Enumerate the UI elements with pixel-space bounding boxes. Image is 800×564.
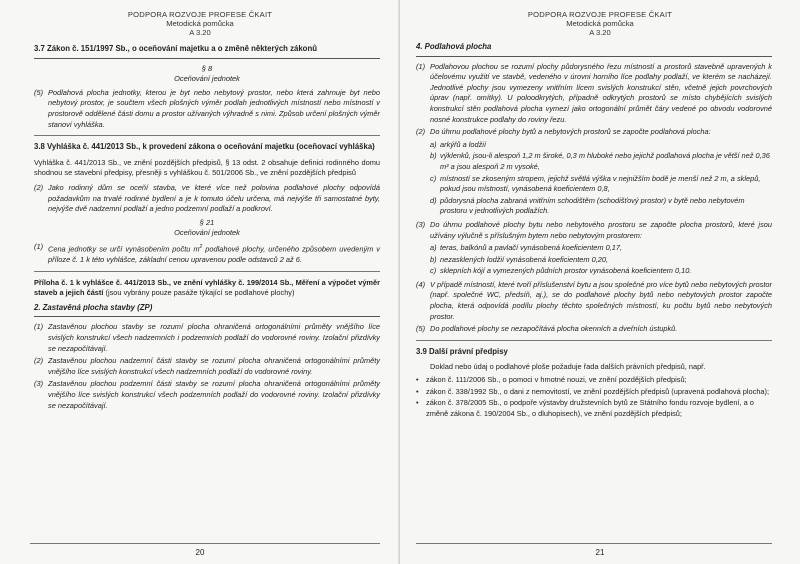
annex-note: (jsou vybrány pouze pasáže týkající se podlahové plochy) [103,288,295,298]
item-text: Zastavěnou plochou podzemní části stavby se rozumí plocha ohraničená ortogonálními průměty vnějšího líce svislých konstrukcí všech podzemních podlaží do vodorovné roviny. Izolační přizdívky se nezapočítávají. [48,379,380,410]
sub-letter: b) [430,151,437,161]
bullet-marker: • [416,386,419,396]
paragraph-title: Oceňování jednotek [174,74,240,84]
item-text: Do úhrnu podlahové plochy bytů a nebytových prostorů se započte podlahová plocha: [430,127,711,137]
sub-text: nezasklených lodžií vynásobená koeficientem 0,20, [440,254,609,264]
item-number: (2) [34,182,44,192]
sub-text: výklenků, jsou-li alespoň 1,2 m široké, 0,3 m hluboké nebo jejichž podlahová plocha je větší než 0,36 m² a jsou alespoň 2 m vysoké, [440,151,770,171]
superscript: 2 [199,243,203,250]
bullet-item [416,387,772,398]
sub-letter: b) [430,254,437,264]
sub-letter: d) [430,195,437,205]
bullet-text: zákon č. 378/2005 Sb., o podpoře výstavby družstevních bytů ze Státního fondu rozvoje bydlení, a o změně zákona č. 190/2004 Sb., o dluhopisech), ve znění pozdějších předpisů; [426,398,754,418]
sub-letter: a) [430,243,437,253]
item-number: (5) [416,324,426,334]
bullet-text: zákon č. 338/1992 Sb., o dani z nemovitostí, ve znění pozdějších předpisů (upravená podlahová plocha); [426,386,770,396]
paragraph-number: § 8 [201,63,213,73]
law-item [416,127,772,138]
header-line: Metodická pomůcka [166,19,234,28]
body-paragraph: Vyhláška č. 441/2013 Sb., ve znění pozdějších předpisů, § 13 odst. 2 obsahuje definici rodinného domu shodnou se stavební předpisy, přesněji s vyhláškou č. 501/2006 Sb., ve znění pozdějších předpisů [34,157,380,178]
item-number: (3) [34,379,44,389]
body-paragraph: Doklad nebo údaj o podlahové ploše požaduje řada dalších právních předpisů, např. [430,362,706,372]
sub-text: teras, balkónů a pavlačí vynásobená koeficientem 0,17, [440,243,623,253]
law-item [416,220,772,241]
sub-text: sklepních kójí a vymezených půdních prostor vynásobená koeficientem 0,10. [440,266,692,276]
subsection-heading: 4. Podlahová plocha [416,42,772,57]
sub-text: místností se zkoseným stropem, jejichž světlá výška v nejnižším bodě je menší než 2 m, a sklepů, pokud jsou místností, vynásobená koeficientem 0,8, [440,173,761,194]
sub-letter: a) [430,139,437,149]
law-item [416,324,772,335]
page-number: 21 [595,548,605,557]
subsection-heading: 2. Zastavěná plocha stavby (ZP) [34,303,380,318]
item-number: (1) [34,322,44,332]
divider [34,271,380,272]
law-item [34,183,380,215]
item-number: (2) [34,356,44,366]
page-header [400,10,800,37]
sub-item [430,174,772,195]
item-number: (1) [34,241,44,251]
header-line: PODPORA ROZVOJE PROFESE ČKAIT [527,10,673,19]
annex-intro [34,278,380,299]
sub-item [430,140,772,151]
item-number: (4) [416,279,426,289]
item-text: Zastavěnou plochou nadzemní části stavby se rozumí plocha ohraničená ortogonálními průměty vnějšího líce svislých konstrukcí všech nadzemních podlaží do vodorovné roviny. [48,356,380,376]
sub-text: půdorysná plocha zabraná vnitřním schodištěm (schodišťový prostor) v bytě nebo nebytovém prostoru v jednotlivých podlažích. [440,195,745,216]
sub-item [430,196,772,217]
item-text [48,242,380,266]
paragraph-number: § 21 [199,217,215,227]
law-item [34,88,380,130]
item-text: Podlahová plocha jednotky, kterou je byt nebo nebytový prostor, nebo která zahrnuje byt nebo nebytový prostor, je součtem všech plošných výměr podlah jednotlivých místností nebo místností v prostorově oddělené části domu a prostor užívaných výhradně s nimi. Způsob určení plošných výměr stanoví vyhláška. [48,87,380,129]
item-text: V případě místností, které tvoří příslušenství bytu a jsou společné pro více bytů nebo nebytových prostor (např. společné WC, předsíň, aj.), se do podlahové plochy bytů nebo nebytových prostor započte plocha, která odpovídá podílu plochy těchto společných místností, ku počtu bytů nebo nebytových prostor. [430,279,772,321]
bullet-item [416,398,772,419]
page-header [0,10,400,37]
law-item [34,242,380,266]
item-number: (5) [34,87,44,97]
right-page [400,0,800,564]
item-number: (1) [416,61,426,71]
item-text: Do podlahové plochy se nezapočítává plocha okenních a dveřních ústupků. [430,324,678,334]
section-heading: 3.9 Další právní předpisy [416,346,508,356]
sub-item [430,151,772,172]
item-number: (3) [416,219,426,229]
law-item [416,62,772,126]
law-item [34,322,380,354]
footer-rule [416,543,772,544]
page-content [416,42,772,420]
bullet-item [416,375,772,386]
section-heading: 3.8 Vyhláška č. 441/2013 Sb., k provedení zákona o oceňování majetku (oceňovací vyhláška) [34,142,375,152]
divider [34,135,380,136]
item-text: Do úhrnu podlahové plochy bytu nebo nebytového prostoru se započte plocha prostorů, které jsou užívány výlučně s příslušným bytem nebo nebytovým prostorem: [430,219,772,240]
header-line: A 3.20 [189,28,211,37]
item-text-part: podlahové plochy, určeného způsobem uvedeným v příloze č. 1 k této vyhlášce, základní cenou upravenou podle odstavců 2 až 6. [48,244,380,264]
item-text: Podlahovou plochou se rozumí plochy půdorysného řezu místností a prostorů stavebně upravených k účelovému využití ve stavbě, vedeného v úrovni horního líce podlahy podlaží, ve kterém se nacházejí. Jednotlivé plochy jsou vymezeny vnitřním lícem svislých konstrukcí stěn, včetně jejich povrchových úprav (např. omítky). U poloodkrytých, případně odkrytých prostorů se místo chybějících svislých konstrukcí stěn podlahová plocha vymezí jako ortogonální průmět čáry vedené po obvodu vodorovné nosné konstrukce podlahy do roviny řezu. [430,61,772,124]
bullet-marker: • [416,398,419,408]
header-line: PODPORA ROZVOJE PROFESE ČKAIT [127,10,273,19]
sub-letter: c) [430,266,437,276]
sub-item [430,255,772,266]
law-item [416,280,772,322]
footer-rule [30,543,380,544]
sub-item [430,266,772,277]
bullet-marker: • [416,375,419,385]
page-number: 20 [195,548,205,557]
item-text-part: Cena jednotky se určí vynásobením počtu m [48,244,200,254]
item-number: (2) [416,127,426,137]
header-line: A 3.20 [589,28,611,37]
bullet-text: zákon č. 111/2006 Sb., o pomoci v hmotné nouzi, ve znění pozdějších předpisů; [426,375,687,385]
divider [416,340,772,341]
section-heading: 3.7 Zákon č. 151/1997 Sb., o oceňování majetku a o změně některých zákonů [34,44,380,59]
paragraph-title: Oceňování jednotek [174,228,240,238]
sub-text: arkýřů a lodžií [440,139,487,149]
law-item [34,379,380,411]
page-content [34,44,380,413]
sub-letter: c) [430,173,437,183]
law-item [34,356,380,377]
header-line: Metodická pomůcka [566,19,634,28]
item-text: Zastavěnou plochou stavby se rozumí plocha ohraničená ortogonálními průměty vnějšího líce svislých konstrukcí všech nadzemních i podzemních podlaží do vodorovné roviny. Izolační přizdívky se nezapočítávají. [48,322,380,353]
sub-item [430,243,772,254]
item-text: Jako rodinný dům se oceňí stavba, ve které více než polovina podlahové plochy odpovídá požadavkům na trvalé rodinné bydlení a je k tomuto účelu určena, má nejvýše tři samostatné byty, nejvýše dvě nadzemní podlaží a jedno podzemní podlaží a podkroví. [48,182,380,214]
annex-title: Příloha č. 1 k vyhlášce č. 441/2013 Sb., ve znění vyhlášky č. 199/2014 Sb., Měření a výpočet výměr staveb a jejich částí [34,277,380,298]
